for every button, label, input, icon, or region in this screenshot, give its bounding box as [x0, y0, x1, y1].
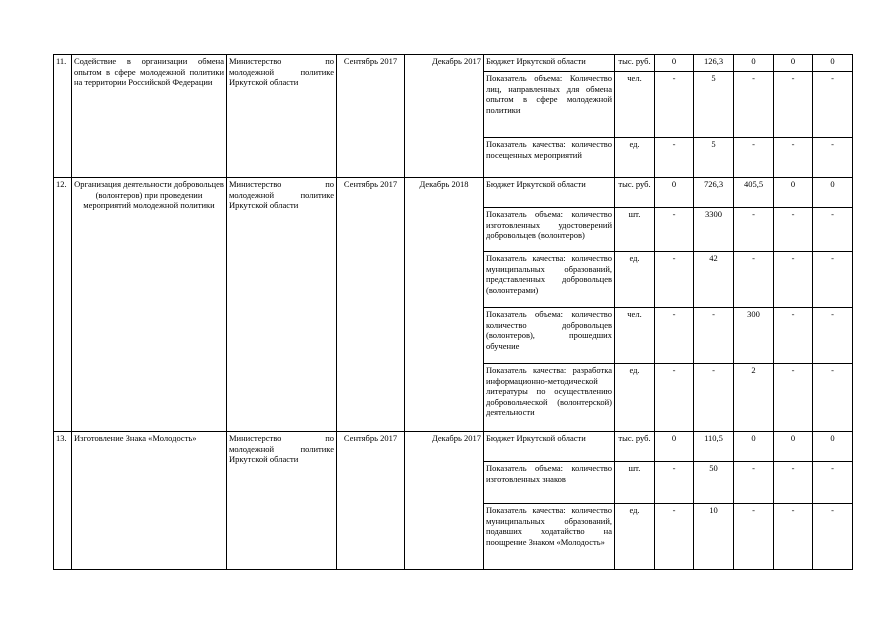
value-v4: 0 — [774, 178, 813, 208]
value-v5: - — [813, 308, 853, 364]
value-v1: 0 — [655, 432, 694, 462]
unit: ед. — [615, 504, 655, 570]
indicator-text: Показатель качества: количество муниципальных образований, подавших ходатайство на поощрение Знаком «Молодость» — [484, 504, 615, 570]
value-v5: - — [813, 252, 853, 308]
value-v4: - — [774, 72, 813, 138]
value-v5: - — [813, 208, 853, 252]
unit: ед. — [615, 252, 655, 308]
value-v1: 0 — [655, 55, 694, 72]
executor: Министерство по молодежной политике Иркутской области — [227, 432, 337, 570]
value-v5: - — [813, 138, 853, 178]
value-v4: - — [774, 252, 813, 308]
value-v4: - — [774, 364, 813, 432]
start-date: Сентябрь 2017 — [337, 178, 405, 432]
table-row — [54, 55, 853, 72]
value-v3: 300 — [734, 308, 774, 364]
row-number: 11. — [54, 55, 72, 178]
value-v5: - — [813, 462, 853, 504]
value-v3: 0 — [734, 432, 774, 462]
measures-table — [53, 54, 853, 570]
value-v1: 0 — [655, 178, 694, 208]
unit: чел. — [615, 72, 655, 138]
value-v5: - — [813, 72, 853, 138]
value-v1: - — [655, 308, 694, 364]
value-v2: 126,3 — [694, 55, 734, 72]
value-v2: 5 — [694, 138, 734, 178]
value-v3: 2 — [734, 364, 774, 432]
indicator-text: Показатель качества: количество муниципальных образований, представленных добровольцев (волонтерами) — [484, 252, 615, 308]
value-v2: 726,3 — [694, 178, 734, 208]
unit: тыс. руб. — [615, 178, 655, 208]
indicator-text: Бюджет Иркутской области — [484, 55, 615, 72]
value-v1: - — [655, 72, 694, 138]
indicator-text: Показатель объема: количество изготовленных знаков — [484, 462, 615, 504]
value-v3: - — [734, 208, 774, 252]
end-date: Декабрь 2017 — [405, 55, 484, 178]
value-v5: - — [813, 364, 853, 432]
indicator-text: Показатель объема: количество изготовленных удостоверений добровольцев (волонтеров) — [484, 208, 615, 252]
value-v3: - — [734, 462, 774, 504]
value-v3: 405,5 — [734, 178, 774, 208]
table-row — [54, 432, 853, 462]
unit: шт. — [615, 208, 655, 252]
value-v4: - — [774, 208, 813, 252]
unit: тыс. руб. — [615, 432, 655, 462]
start-date: Сентябрь 2017 — [337, 432, 405, 570]
measure-name: Содействие в организации обмена опытом в сфере молодежной политики на территории Российской Федерации — [72, 55, 227, 178]
indicator-text: Показатель объема: Количество лиц, направленных для обмена опытом в сфере молодежной политики — [484, 72, 615, 138]
unit: ед. — [615, 138, 655, 178]
measure-name: Организация деятельности добровольцев (волонтеров) при проведении мероприятий молодежной политики — [72, 178, 227, 432]
value-v4: - — [774, 308, 813, 364]
value-v4: - — [774, 138, 813, 178]
unit: ед. — [615, 364, 655, 432]
measure-name: Изготовление Знака «Молодость» — [72, 432, 227, 570]
unit: чел. — [615, 308, 655, 364]
indicator-text: Бюджет Иркутской области — [484, 432, 615, 462]
value-v4: 0 — [774, 55, 813, 72]
value-v1: - — [655, 138, 694, 178]
value-v1: - — [655, 364, 694, 432]
value-v4: 0 — [774, 432, 813, 462]
value-v2: 50 — [694, 462, 734, 504]
value-v1: - — [655, 462, 694, 504]
value-v5: 0 — [813, 55, 853, 72]
value-v4: - — [774, 462, 813, 504]
value-v2: 42 — [694, 252, 734, 308]
unit: тыс. руб. — [615, 55, 655, 72]
row-number: 12. — [54, 178, 72, 432]
value-v2: 5 — [694, 72, 734, 138]
value-v3: - — [734, 138, 774, 178]
value-v5: - — [813, 504, 853, 570]
value-v3: 0 — [734, 55, 774, 72]
start-date: Сентябрь 2017 — [337, 55, 405, 178]
value-v3: - — [734, 72, 774, 138]
end-date: Декабрь 2018 — [405, 178, 484, 432]
value-v5: 0 — [813, 432, 853, 462]
indicator-text: Показатель качества: количество посещенных мероприятий — [484, 138, 615, 178]
value-v2: - — [694, 364, 734, 432]
indicator-text: Показатель объема: количество количество добровольцев (волонтеров), прошедших обучение — [484, 308, 615, 364]
unit: шт. — [615, 462, 655, 504]
value-v1: - — [655, 504, 694, 570]
executor: Министерство по молодежной политике Иркутской области — [227, 178, 337, 432]
value-v1: - — [655, 208, 694, 252]
value-v2: - — [694, 308, 734, 364]
value-v2: 3300 — [694, 208, 734, 252]
indicator-text: Бюджет Иркутской области — [484, 178, 615, 208]
value-v1: - — [655, 252, 694, 308]
value-v3: - — [734, 504, 774, 570]
value-v5: 0 — [813, 178, 853, 208]
value-v2: 110,5 — [694, 432, 734, 462]
value-v3: - — [734, 252, 774, 308]
indicator-text: Показатель качества: разработка информационно-методической литературы по осуществлению добровольческой (волонтерской) деятельности — [484, 364, 615, 432]
value-v2: 10 — [694, 504, 734, 570]
end-date: Декабрь 2017 — [405, 432, 484, 570]
row-number: 13. — [54, 432, 72, 570]
value-v4: - — [774, 504, 813, 570]
table-row — [54, 178, 853, 208]
executor: Министерство по молодежной политике Иркутской области — [227, 55, 337, 178]
